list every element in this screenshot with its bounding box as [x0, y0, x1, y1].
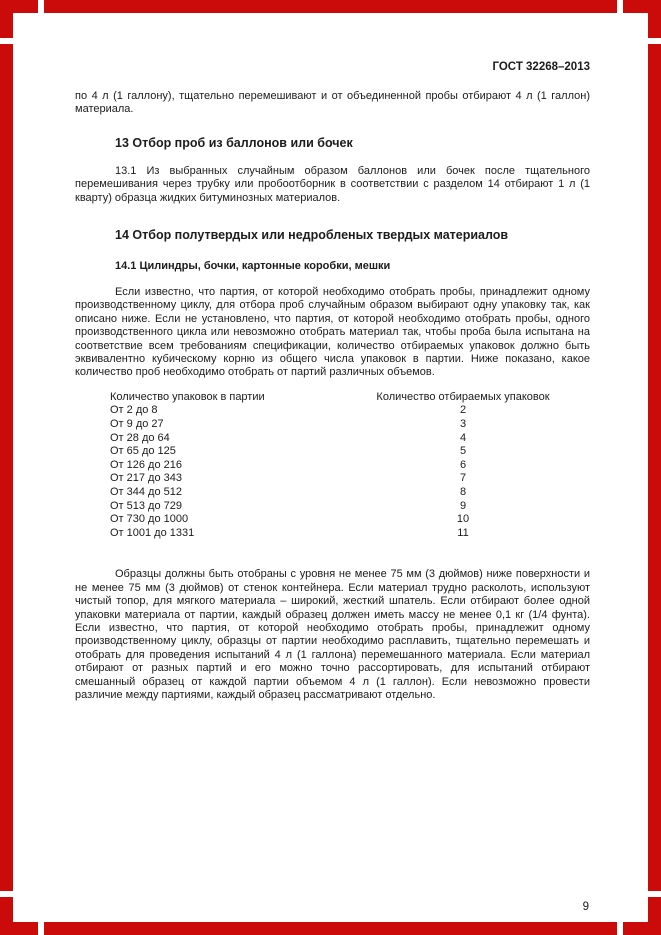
table-row — [75, 513, 590, 527]
section-14-title: 14 Отбор полутвердых или недробленых твердых материалов — [115, 228, 509, 243]
page-border-bottom — [44, 922, 617, 935]
sample-count: 7 — [459, 472, 467, 485]
page-border-top — [44, 0, 617, 13]
paragraph-14-body: Если известно, что партия, от которой необходимо отобрать пробы, принадлежит одному производственному циклу, для отбора проб случайным образом выбирают одну упаковку так, как описано ниже. Если не установлено, что партия, от которой необходимо отобрать пробы, одного производственного цикла или невозможно отобрать материал так, чтобы проба была испытана на соответствие всем требованиям спецификации, количество отбираемых упаковок должно быть эквивалентно кубическому корню из общего числа упаковок в партии. Ниже показано, какое количество проб необходимо отобрать от партий различных объемов. — [75, 286, 590, 379]
table-row — [75, 486, 590, 500]
section-13-title: 13 Отбор проб из баллонов или бочек — [115, 135, 353, 150]
document-header: ГОСТ 32268–2013 — [492, 61, 590, 73]
table-header-row — [75, 391, 590, 405]
table-row — [75, 527, 590, 541]
page-border-left-top — [0, 0, 13, 38]
page-border-right — [648, 44, 661, 891]
page-border-right-bottom — [648, 897, 661, 935]
page-border-left-bottom — [0, 897, 13, 935]
paragraph-final: Образцы должны быть отобраны с уровня не менее 75 мм (3 дюймов) ниже поверхности и не менее 75 мм (3 дюймов) от стенок контейнера. Если материал трудно расколоть, используют чистый топор, для мягкого материала – широкий, жесткий шпатель. Если отбирают более одной упаковки материала от партии, каждый образец должен иметь массу не менее 0,1 кг (1/4 фунта). Если известно, что партия, от которой необходимо отобрать пробы, принадлежит одному производственному циклу, образцы от партии необходимо расплавить, тщательно перемешать и отобрать для проведения испытаний 4 л (1 галлона) перемешанного материала. Если материал отбирают от разных партий и его можно точно рассортировать, для испытаний отбирают смешанный образец от каждой партии объемом 4 л (1 галлон). Если невозможно провести различие между партиями, каждый образец рассматривают отдельно. — [75, 568, 590, 702]
page-border-right-top — [648, 0, 661, 38]
package-range: От 513 до 729 — [110, 499, 183, 512]
package-range: От 730 до 1000 — [110, 513, 189, 526]
paragraph-13-1: 13.1 Из выбранных случайным образом баллонов или бочек после тщательного перемешивания через трубку или пробоотборник в соответствии с разделом 14 отбирают 1 л (1 кварту) образца жидких битуминозных материалов. — [75, 164, 590, 204]
sample-count: 4 — [459, 431, 467, 444]
sample-count: 9 — [459, 499, 467, 512]
table-row — [75, 500, 590, 514]
sample-count: 10 — [456, 513, 470, 526]
col-header-packages: Количество упаковок в партии — [110, 390, 265, 403]
table-row — [75, 459, 590, 473]
sample-count: 6 — [459, 458, 467, 471]
sample-count: 5 — [459, 445, 467, 458]
package-range: От 9 до 27 — [110, 418, 164, 431]
sample-count: 2 — [459, 404, 467, 417]
table-row — [75, 472, 590, 486]
package-range: От 217 до 343 — [110, 472, 183, 485]
sampling-table — [75, 391, 590, 541]
package-range: От 1001 до 1331 — [110, 526, 195, 539]
section-14-1-subtitle: 14.1 Цилиндры, бочки, картонные коробки, мешки — [115, 260, 391, 273]
package-range: От 344 до 512 — [110, 486, 183, 499]
package-range: От 65 до 125 — [110, 445, 176, 458]
sample-count: 3 — [459, 418, 467, 431]
page-number: 9 — [582, 901, 589, 913]
table-row — [75, 445, 590, 459]
table-row — [75, 432, 590, 446]
table-row — [75, 418, 590, 432]
package-range: От 28 до 64 — [110, 431, 170, 444]
package-range: От 2 до 8 — [110, 404, 158, 417]
col-header-samples: Количество отбираемых упаковок — [376, 390, 550, 403]
paragraph-continuation: по 4 л (1 галлону), тщательно перемешивают и от объединенной пробы отбирают 4 л (1 галлон) материала. — [75, 90, 590, 116]
page-content — [75, 60, 590, 702]
sample-count: 8 — [459, 486, 467, 499]
table-row — [75, 404, 590, 418]
page-border-left — [0, 44, 13, 891]
sample-count: 11 — [457, 526, 469, 539]
package-range: От 126 до 216 — [110, 458, 183, 471]
